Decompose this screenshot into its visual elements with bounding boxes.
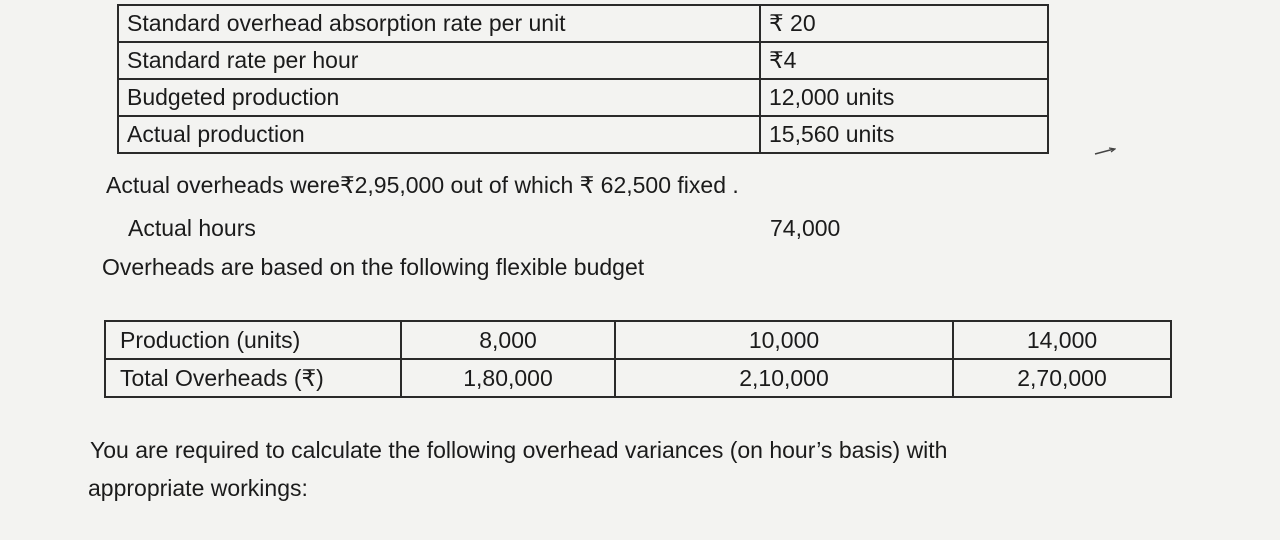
standards-label: Budgeted production xyxy=(118,79,760,116)
table-row xyxy=(105,321,1171,359)
standards-label: Actual production xyxy=(118,116,760,153)
table-cell: 10,000 xyxy=(615,321,953,359)
table-row xyxy=(118,116,1048,153)
actual-hours-label: Actual hours xyxy=(128,215,256,241)
instruction-text-line-1: You are required to calculate the following overhead variances (on hour’s basis) with xyxy=(90,437,948,463)
standards-label: Standard overhead absorption rate per unit xyxy=(118,5,760,42)
standards-value: ₹ 20 xyxy=(760,5,1048,42)
table-row xyxy=(118,79,1048,116)
flexible-budget-intro: Overheads are based on the following flexible budget xyxy=(102,254,645,280)
table-row xyxy=(118,5,1048,42)
standards-table xyxy=(117,4,1049,154)
actual-overheads-text: Actual overheads were₹2,95,000 out of which ₹ 62,500 fixed . xyxy=(106,172,739,198)
standards-value: 15,560 units xyxy=(760,116,1048,153)
table-cell: 2,70,000 xyxy=(953,359,1171,397)
table-cell: 14,000 xyxy=(953,321,1171,359)
row-label: Total Overheads (₹) xyxy=(105,359,401,397)
standards-value: ₹4 xyxy=(760,42,1048,79)
table-row xyxy=(105,359,1171,397)
standards-label: Standard rate per hour xyxy=(118,42,760,79)
table-cell: 1,80,000 xyxy=(401,359,615,397)
table-cell: 2,10,000 xyxy=(615,359,953,397)
table-cell: 8,000 xyxy=(401,321,615,359)
standards-value: 12,000 units xyxy=(760,79,1048,116)
flexible-budget-table xyxy=(104,320,1172,398)
pen-mark-icon xyxy=(1094,146,1116,156)
row-label: Production (units) xyxy=(105,321,401,359)
table-row xyxy=(118,42,1048,79)
actual-hours-value: 74,000 xyxy=(770,215,841,241)
instruction-text-line-2: appropriate workings: xyxy=(88,475,308,501)
